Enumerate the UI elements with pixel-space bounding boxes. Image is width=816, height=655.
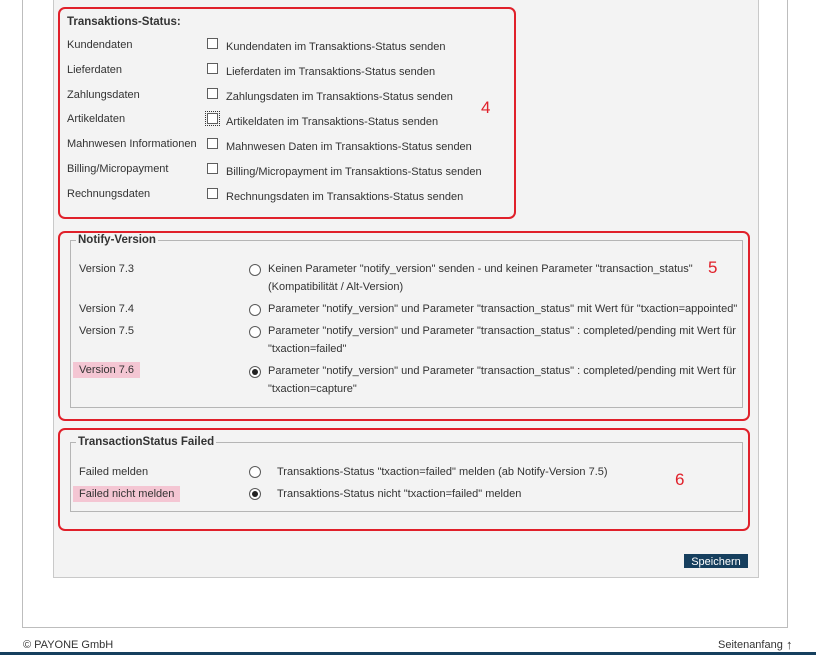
back-to-top-link[interactable]: Seitenanfang (718, 639, 783, 651)
failed-text-melden[interactable]: Transaktions-Status "txaction=failed" melden (ab Notify-Version 7.5) (277, 466, 608, 478)
annotation-box-5 (58, 231, 750, 421)
transaktions-status-title: Transaktions-Status: (67, 16, 181, 28)
failed-label-nicht-melden: Failed nicht melden (73, 486, 180, 502)
save-button[interactable]: Speichern (684, 554, 748, 568)
row-label-zahlungsdaten: Zahlungsdaten (67, 89, 140, 101)
annotation-label-5: 5 (708, 258, 718, 277)
row-label-lieferdaten: Lieferdaten (67, 64, 123, 76)
checkbox-text-artikeldaten[interactable]: Artikeldaten im Transaktions-Status senden (226, 116, 439, 128)
notify-label-7-4: Version 7.4 (79, 303, 135, 315)
checkbox-text-zahlungsdaten[interactable]: Zahlungsdaten im Transaktions-Status senden (226, 91, 453, 103)
notify-text-7-6[interactable]: Parameter "notify_version" und Parameter "transaction_status" : completed/pending mit Wert für "txaction=capture" (268, 365, 736, 395)
notify-text-7-3[interactable]: Keinen Parameter "notify_version" senden - und keinen Parameter "transaction_status" (Kompatibilität / Alt-Version) (268, 263, 693, 293)
notify-label-7-5: Version 7.5 (79, 325, 135, 337)
notify-label-7-6: Version 7.6 (73, 362, 140, 378)
failed-text-nicht-melden[interactable]: Transaktions-Status nicht "txaction=failed" melden (277, 488, 522, 500)
annotation-box-4 (58, 7, 516, 219)
row-label-rechnungsdaten: Rechnungsdaten (67, 188, 151, 200)
notify-version-legend: Notify-Version (78, 234, 156, 246)
notify-label-7-3: Version 7.3 (79, 263, 135, 275)
notify-text-7-5[interactable]: Parameter "notify_version" und Parameter "transaction_status" : completed/pending mit Wert für "txaction=failed" (268, 325, 736, 355)
annotation-box-6 (58, 428, 750, 531)
failed-legend: TransactionStatus Failed (78, 436, 215, 448)
row-label-kundendaten: Kundendaten (67, 39, 133, 51)
arrow-up-icon[interactable]: ↑ (786, 637, 793, 652)
footer-copyright: © PAYONE GmbH (23, 639, 114, 651)
checkbox-text-rechnungsdaten[interactable]: Rechnungsdaten im Transaktions-Status senden (226, 191, 464, 203)
checkbox-text-kundendaten[interactable]: Kundendaten im Transaktions-Status senden (226, 41, 446, 53)
annotation-label-4: 4 (481, 98, 491, 117)
row-label-mahnwesen: Mahnwesen Informationen (67, 138, 197, 150)
checkbox-text-mahnwesen[interactable]: Mahnwesen Daten im Transaktions-Status senden (226, 141, 472, 153)
row-label-artikeldaten: Artikeldaten (67, 113, 126, 125)
failed-label-melden: Failed melden (79, 466, 149, 478)
checkbox-text-lieferdaten[interactable]: Lieferdaten im Transaktions-Status senden (226, 66, 436, 78)
row-label-billing: Billing/Micropayment (67, 163, 169, 175)
checkbox-text-billing[interactable]: Billing/Micropayment im Transaktions-Status senden (226, 166, 482, 178)
annotation-label-6: 6 (675, 470, 685, 489)
notify-text-7-4[interactable]: Parameter "notify_version" und Parameter "transaction_status" mit Wert für "txaction=appointed" (268, 303, 738, 315)
